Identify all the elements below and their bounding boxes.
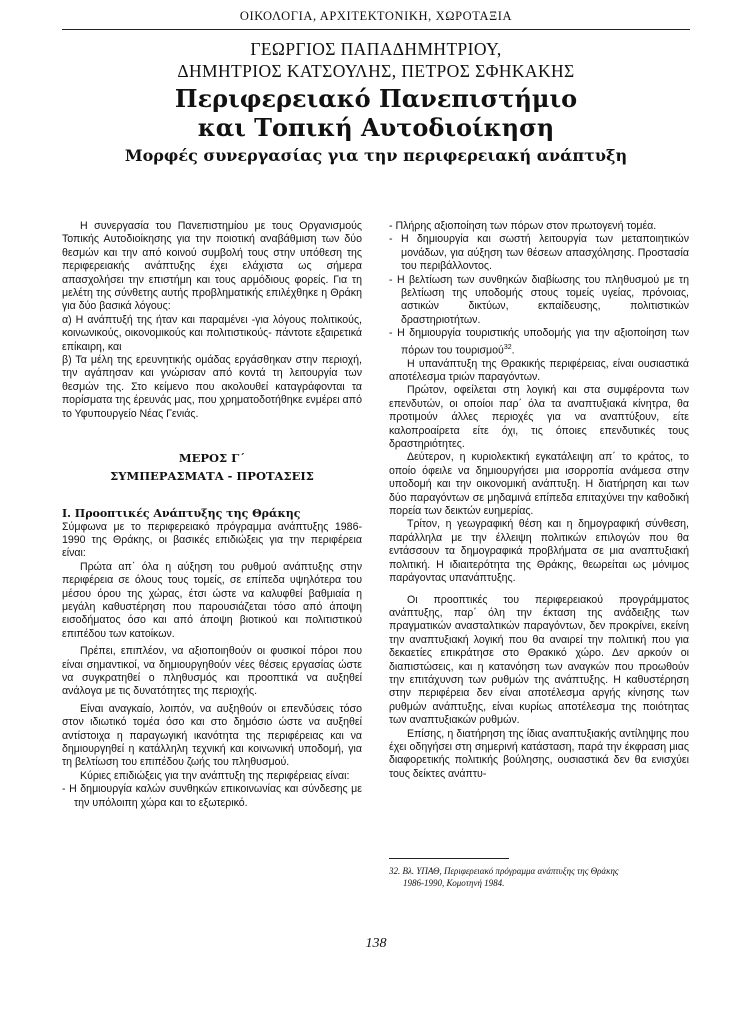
authors (62, 38, 690, 82)
left-column (62, 220, 362, 810)
authors-line-1: ΓΕΩΡΓΙΟΣ ΠΑΠΑΔΗΜΗΤΡΙΟΥ, (250, 39, 502, 59)
header-rule (62, 29, 690, 30)
paragraph: Η υπανάπτυξη της Θρακικής περιφέρειας, είναι ουσιαστικά αποτέλεσμα τριών παραγόντων. (389, 357, 689, 383)
authors-line-2: ΔΗΜΗΤΡΙΟΣ ΚΑΤΣΟΥΛΗΣ, ΠΕΤΡΟΣ ΣΦΗΚΑΚΗΣ (177, 61, 575, 81)
page-number: 138 (365, 936, 387, 951)
paragraph: Είναι αναγκαίο, λοιπόν, να αυξηθούν οι επενδύσεις τόσο στον ιδιωτικό τομέα όσο και στο δημόσιο ώστε να αυξηθεί αντίστοιχα η παραγωγική ικανότητα της περιφέρειας και να δημιουργηθεί η κατάλληλη τεχνική και κοινωνική υποδομή, για τη βελτίωση του επιπέδου ζωής του πληθυσμού. (62, 702, 362, 769)
list-item: - Η βελτίωση των συνθηκών διαβίωσης του πληθυσμού με τη βελτίωση της υποδομής στους τομείς υγείας, πρόνοιας, αστικών δικτύων, εκπαίδευσης, πολιτιστικών δραστηριοτήτων. (389, 273, 689, 326)
footnote-reference: 32 (503, 343, 512, 351)
article-title (62, 84, 690, 142)
footnote (389, 866, 689, 889)
footnote-rule (389, 858, 509, 859)
reason-a: α) Η ανάπτυξή της ήταν και παραμένει -για λόγους πολιτικούς, κοινωνικούς, οικονομικούς και πολιτιστικούς- πάντοτε εξαιρετικά επίκαιρη, και (62, 313, 362, 353)
title-line-1: Περιφερειακό Πανεπιστήμιο (174, 84, 578, 113)
paragraph: Οι προοπτικές του περιφερειακού προγράμματος ανάπτυξης, παρ΄ όλη την έκταση της ανάδειξης των πραγματικών ανασταλτικών παραγόντων, δεν προκρίνει, εκείνη την αναπτυξιακή λογική που θα αναιρεί την πολιτική που για δεκαετίες επικράτησε στο Θρακικό χώρο. Δεν αρκούν οι διαπιστώσεις, και η κατανόηση των αναγκών που προωθούν την επιτάχυνση των ρυθμών της ανάπτυξης. Η καθυστέρηση στην περιφέρεια δεν είναι αποτέλεσμα αργής κίνησης των ρυθμών ανάπτυξης, είναι κυρίως αποτέλεσμα της ποιότητας των αναπτυξιακών ρυθμών. (389, 593, 689, 727)
article-subtitle: Μορφές συνεργασίας για την περιφερειακή ανάπτυξη (124, 146, 628, 165)
paragraph: Επίσης, η διατήρηση της ίδιας αναπτυξιακής αντίληψης που έχει οδηγήσει στη σημερινή κατάσταση, παρά την έκφραση μιας διαφορετικής πολιτικής βούλησης, ουσιαστικά δεν θα ενισχύει τους δείκτες ανάπτυ- (389, 727, 689, 780)
paragraph: Πρώτα απ΄ όλα η αύξηση του ρυθμού ανάπτυξης στην περιφέρεια σε όλους τους τομείς, σε επίπεδα υψηλότερα του μέσου όρου της χώρας, έτσι ώστε να καλυφθεί βαθμιαία η μεγάλη καθυστέρηση που παρουσιάζεται τόσο από άποψη εισοδήματος όσο και από άποψη βιοτικού και πολιτιστικού επιπέδου των κατοίκων. (62, 560, 362, 640)
part-title: ΣΥΜΠΕΡΑΣΜΑΤΑ - ΠΡΟΤΑΣΕΙΣ (110, 469, 314, 484)
paragraph: Πρέπει, επιπλέον, να αξιοποιηθούν οι φυσικοί πόροι που είναι σημαντικοί, να δημιουργηθούν νέες θέσεις εργασίας ώστε να συγκρατηθεί ο πληθυσμός και προοπτικά να αυξηθεί ανάλογα με τις δυνατότητες της περιοχής. (62, 645, 362, 698)
footnote-line-2: 1986-1990, Κομοτηνή 1984. (403, 877, 505, 888)
list-item: - Η δημιουργία τουριστικής υποδομής για την αξιοποίηση των πόρων του τουρισμού$^{32}$. (389, 327, 689, 357)
reason-b: β) Τα μέλη της ερευνητικής ομάδας εργάσθηκαν στην περιοχή, την αγάπησαν και γνώρισαν από κοντά τη λειτουργία των θεσμών της. Στο κείμενο που ακολουθεί καταγράφονται τα πορίσματα της έρευνάς μας, που χρηματοδοτήθηκε ενμέρει από το Υφυπουργείο Νέας Γενιάς. (62, 354, 362, 420)
list-item-text: - Η δημιουργία τουριστικής υποδομής για την αξιοποίηση των πόρων του τουρισμού (389, 327, 689, 357)
paragraph: Κύριες επιδιώξεις για την ανάπτυξη της περιφέρειας είναι: (80, 769, 350, 782)
footnote-line-1: 32. Βλ. ΥΠΑΘ, Περιφερειακό πρόγραμμα ανάπτυξης της Θράκης (389, 866, 619, 876)
right-column (389, 220, 689, 781)
part-label: ΜΕΡΟΣ Γ΄ (178, 451, 246, 466)
title-line-2: και Τοπική Αυτοδιοίκηση (197, 113, 555, 142)
intro-paragraph: Η συνεργασία του Πανεπιστημίου με τους Οργανισμούς Τοπικής Αυτοδιοίκησης για την ποιοτική αναβάθμιση των δύο θεσμών και την από κοινού συμβολή τους στην υπόθεση της περιφερειακής ανάπτυξης έχει ελάχιστα ως σήμερα απασχολήσει την επιστήμη και τους αρμόδιους φορείς. Για τη μελέτη της σύνθετης αυτής προβληματικής επιλέχθηκε η Θράκη για δύο βασικά λόγους: (62, 220, 362, 313)
running-header: ΟΙΚΟΛΟΓΙΑ, ΑΡΧΙΤΕΚΤΟΝΙΚΗ, ΧΩΡΟΤΑΞΙΑ (239, 9, 513, 23)
list-item: - Η δημιουργία καλών συνθηκών επικοινωνίας και σύνδεσης με την υπόλοιπη χώρα και το εξωτερικό. (62, 783, 362, 809)
list-item: - Η δημιουργία και σωστή λειτουργία των μεταποιητικών μονάδων, για αύξηση των θέσεων απασχόλησης. Προστασία του περιβάλλοντος. (389, 233, 689, 273)
paragraph: Σύμφωνα με το περιφερειακό πρόγραμμα ανάπτυξης 1986-1990 της Θράκης, οι βασικές επιδιώξεις για την περιφέρεια είναι: (62, 520, 362, 560)
section-heading: Ι. Προοπτικές Ανάπτυξης της Θράκης (62, 507, 301, 521)
paragraph: Δεύτερον, η κυριολεκτική εγκατάλειψη απ΄ το κράτος, το οποίο όφειλε να δημιουργήσει μια ισορροπία ανάμεσα στην υποδομή και την οικονομική ανάπτυξη. Η διατήρηση και των δύο παραγόντων σε μηδαμινά επίπεδα επιταχύνει την καθοδική πορεία των δεικτών ευημερίας. (389, 451, 689, 518)
list-item: - Πλήρης αξιοποίηση των πόρων στον πρωτογενή τομέα. (389, 220, 657, 232)
paragraph: Τρίτον, η γεωγραφική θέση και η δημογραφική σύνθεση, παράλληλα με την έλλειψη πολιτικών επιλογών που θα εντάσσουν τα δημογραφικά προβλήματα σε μια αναπτυξιακή πολιτική. Η ιδιαιτερότητα της Θράκης, θεωρείται ως μόνιμος παράγοντας υπανάπτυξης. (389, 518, 689, 585)
paragraph: Πρώτον, οφείλεται στη λογική και στα συμφέροντα των επενδυτών, οι οποίοι παρ΄ όλα τα αναπτυξιακά κίνητρα, θα προτιμούν άλλες περιοχές για να αναπτύξουν, είτε καλοπροαίρετα είτε όχι, τις όποιες επενδυτικές τους δραστηριότητες. (389, 384, 689, 451)
